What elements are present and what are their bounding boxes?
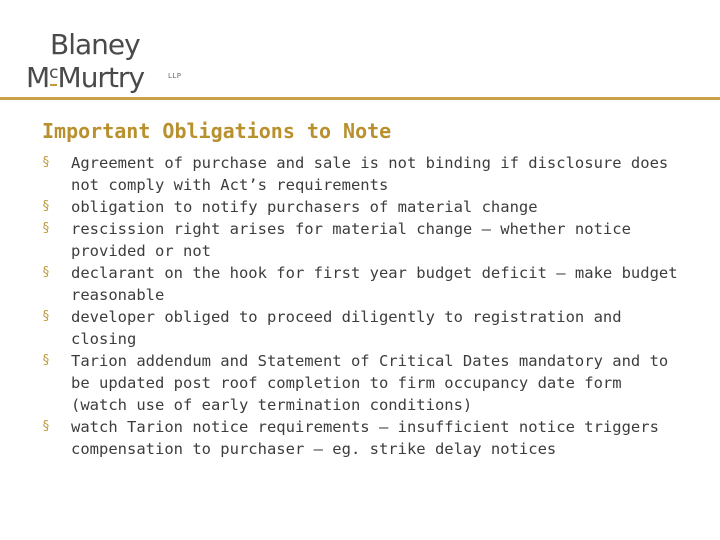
bullet-text: rescission right arises for material change – whether notice provided or not (71, 220, 631, 260)
bullet-marker-icon: § (42, 199, 50, 214)
header-divider (0, 97, 720, 100)
logo-llp: LLP (168, 72, 182, 80)
bullet-text: obligation to notify purchasers of material change (71, 198, 538, 216)
bullet-item (42, 306, 682, 350)
bullet-item (42, 196, 682, 218)
bullet-item (42, 262, 682, 306)
bullet-text: declarant on the hook for first year budget deficit – make budget reasonable (71, 264, 678, 304)
bullet-text: developer obliged to proceed diligently to registration and closing (71, 308, 622, 348)
bullet-text: Agreement of purchase and sale is not binding if disclosure does not comply with Act’s requirements (71, 154, 669, 194)
logo-mcmurtry (26, 58, 144, 93)
bullet-marker-icon: § (42, 265, 50, 280)
bullet-text: Tarion addendum and Statement of Critical Dates mandatory and to be updated post roof completion to firm occupancy date form (watch use of early termination conditions) (71, 352, 669, 414)
bullet-marker-icon: § (42, 221, 50, 236)
bullet-marker-icon: § (42, 353, 50, 368)
bullet-marker-icon: § (42, 419, 50, 434)
logo-blaney: Blaney (50, 28, 140, 61)
bullet-text: watch Tarion notice requirements – insufficient notice triggers compensation to purchaser – eg. strike delay notices (71, 418, 659, 458)
bullet-item (42, 218, 682, 262)
slide-title: Important Obligations to Note (42, 119, 392, 143)
bullet-list (42, 152, 682, 460)
logo-m: M (26, 61, 50, 94)
bullet-item (42, 350, 682, 416)
logo-c: c (49, 63, 58, 83)
bullet-item (42, 416, 682, 460)
firm-logo (26, 28, 196, 94)
bullet-item (42, 152, 682, 196)
logo-murtry: Murtry (57, 61, 145, 94)
bullet-marker-icon: § (42, 309, 50, 324)
bullet-marker-icon: § (42, 155, 50, 170)
